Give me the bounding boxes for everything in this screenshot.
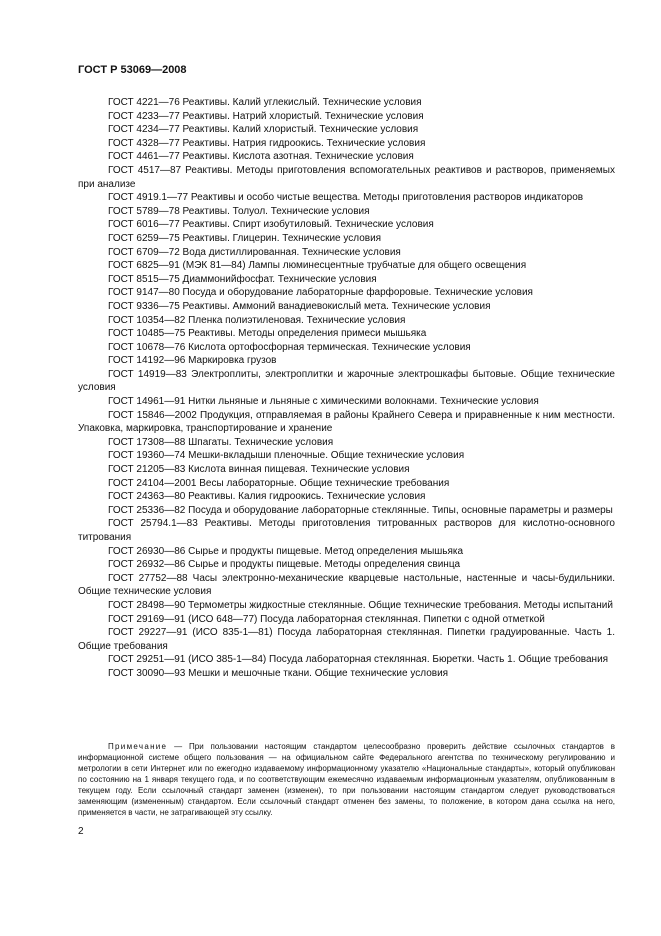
reference-item: ГОСТ 19360—74 Мешки-вкладыши пленочные. Общие технические условия xyxy=(108,450,465,462)
reference-item: ГОСТ 8515—75 Диаммонийфосфат. Технические условия xyxy=(108,273,377,285)
reference-item: ГОСТ 29169—91 (ИСО 648—77) Посуда лабораторная стеклянная. Пипетки с одной отметкой xyxy=(108,613,545,625)
reference-item: ГОСТ 25794.1—83 Реактивы. Методы приготовления титрованных растворов для кислотно-основного титрования xyxy=(78,518,615,543)
reference-item: ГОСТ 28498—90 Термометры жидкостные стеклянные. Общие технические требования. Методы испытаний xyxy=(108,599,613,611)
reference-item: ГОСТ 4221—76 Реактивы. Калий углекислый. Технические условия xyxy=(108,97,422,108)
reference-item: ГОСТ 14192—96 Маркировка грузов xyxy=(108,355,277,367)
reference-item: ГОСТ 29251—91 (ИСО 385-1—84) Посуда лабораторная стеклянная. Бюретки. Часть 1. Общие требования xyxy=(108,654,609,666)
document-header: ГОСТ Р 53069—2008 xyxy=(78,64,187,76)
reference-item: ГОСТ 6016—77 Реактивы. Спирт изобутиловый. Технические условия xyxy=(108,219,434,231)
reference-item: ГОСТ 4234—77 Реактивы. Калий хлористый. Технические условия xyxy=(108,124,419,136)
note-label: Примечание xyxy=(108,742,168,751)
note-paragraph xyxy=(78,741,615,818)
reference-item: ГОСТ 9147—80 Посуда и оборудование лабораторные фарфоровые. Технические условия xyxy=(108,287,533,299)
normative-references-list xyxy=(78,96,615,681)
reference-item: ГОСТ 10354—82 Пленка полиэтиленовая. Технические условия xyxy=(108,314,406,326)
reference-item: ГОСТ 4461—77 Реактивы. Кислота азотная. Технические условия xyxy=(108,151,414,163)
reference-item: ГОСТ 9336—75 Реактивы. Аммоний ванадиевокислый мета. Технические условия xyxy=(108,300,491,312)
reference-item: ГОСТ 24363—80 Реактивы. Калия гидроокись. Технические условия xyxy=(108,491,426,503)
reference-item: ГОСТ 4919.1—77 Реактивы и особо чистые вещества. Методы приготовления растворов индикаторов xyxy=(108,192,584,204)
reference-item: ГОСТ 4233—77 Реактивы. Натрий хлористый. Технические условия xyxy=(108,110,424,122)
reference-item: ГОСТ 6259—75 Реактивы. Глицерин. Технические условия xyxy=(108,232,382,244)
reference-item: ГОСТ 4517—87 Реактивы. Методы приготовления вспомогательных реактивов и растворов, применяемых при анализе xyxy=(78,164,615,190)
reference-item: ГОСТ 26932—86 Сырье и продукты пищевые. Методы определения свинца xyxy=(108,559,461,571)
reference-item: ГОСТ 24104—2001 Весы лабораторные. Общие технические требования xyxy=(108,477,450,489)
reference-item: ГОСТ 26930—86 Сырье и продукты пищевые. Метод определения мышьяка xyxy=(108,545,464,557)
reference-item: ГОСТ 29227—91 (ИСО 835-1—81) Посуда лабораторная стеклянная. Пипетки градуированные. Часть 1. Общие требования xyxy=(78,627,615,652)
reference-item: ГОСТ 6825—91 (МЭК 81—84) Лампы люминесцентные трубчатые для общего освещения xyxy=(108,260,527,272)
reference-item: ГОСТ 10678—76 Кислота ортофосфорная термическая. Технические условия xyxy=(108,341,471,353)
reference-item: ГОСТ 10485—75 Реактивы. Методы определения примеси мышьяка xyxy=(108,328,427,340)
reference-item: ГОСТ 27752—88 Часы электронно-механические кварцевые настольные, настенные и часы-будильники. Общие технические условия xyxy=(78,572,615,598)
reference-item: ГОСТ 17308—88 Шпагаты. Технические условия xyxy=(108,436,334,448)
reference-item: ГОСТ 6709—72 Вода дистиллированная. Технические условия xyxy=(108,246,401,258)
page-number: 2 xyxy=(78,826,84,837)
reference-item: ГОСТ 30090—93 Мешки и мешочные ткани. Общие технические условия xyxy=(108,667,449,679)
reference-item: ГОСТ 21205—83 Кислота винная пищевая. Технические условия xyxy=(108,464,410,476)
reference-item: ГОСТ 4328—77 Реактивы. Натрия гидроокись. Технические условия xyxy=(108,137,426,149)
reference-item: ГОСТ 15846—2002 Продукция, отправляемая в районы Крайнего Севера и приравненные к ним местности. Упаковка, маркировка, транспортирование и хранение xyxy=(78,409,615,435)
reference-item: ГОСТ 14961—91 Нитки льняные и льняные с химическими волокнами. Технические условия xyxy=(108,396,539,408)
reference-item: ГОСТ 14919—83 Электроплиты, электроплитки и жарочные электрошкафы бытовые. Общие технические условия xyxy=(78,368,615,394)
reference-item: ГОСТ 5789—78 Реактивы. Толуол. Технические условия xyxy=(108,205,370,217)
note-text: — При пользовании настоящим стандартом целесообразно проверить действие ссылочных стандартов в информационной системе общего пользования — на официальном сайте Федерального агентства по техническому регулированию и метрологии в сети Интернет или по ежегодно издаваемому информационному указателю «Национальные стандарты», который опубликован по состоянию на 1 января текущего года, и по соответствующим ежемесячно издаваемым информационным указателям, опубликованным в текущем году. Если ссылочный стандарт заменен (изменен), то при пользовании настоящим стандартом следует руководствоваться заменяющим (измененным) стандартом. Если ссылочный стандарт отменен без замены, то положение, в котором дана ссылка на него, применяется в части, не затрагивающей эту ссылку. xyxy=(78,742,615,817)
reference-item: ГОСТ 25336—82 Посуда и оборудование лабораторные стеклянные. Типы, основные параметры и размеры xyxy=(108,504,613,516)
